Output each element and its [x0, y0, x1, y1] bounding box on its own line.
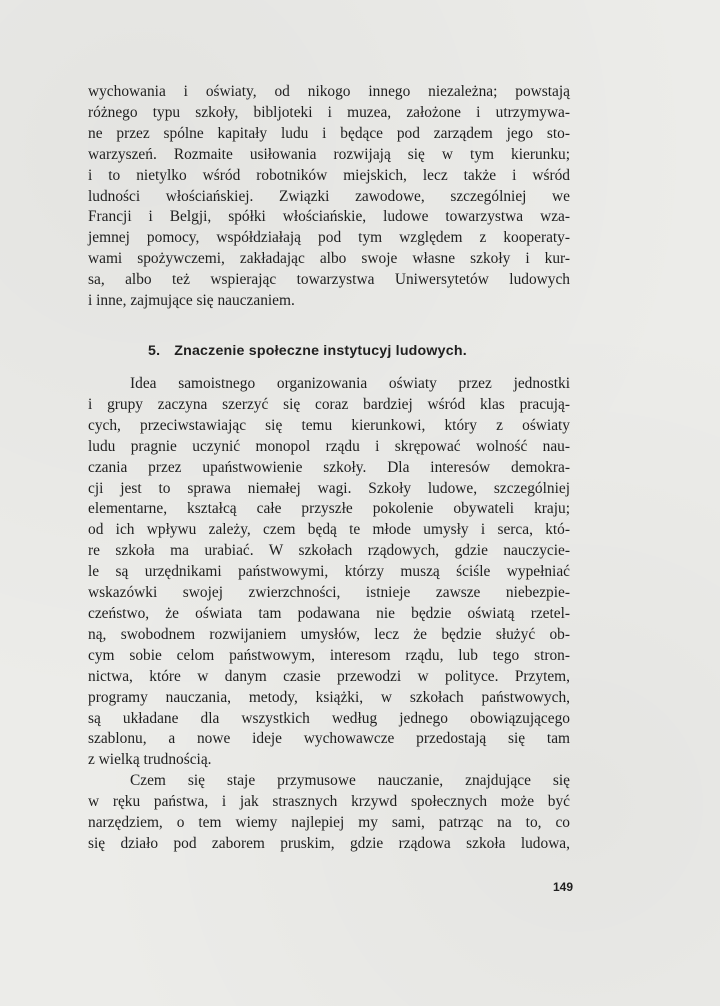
- text-line: szablonu, a nowe ideje wychowawcze przedostają się tam: [88, 730, 570, 748]
- text-line: i to nietylko wśród robotników miejskich, lecz także i wśród: [88, 166, 570, 184]
- section-body: [88, 374, 570, 855]
- text-line: le są urzędnikami państwowymi, którzy muszą ściśle wypełniać: [88, 563, 570, 581]
- text-line: są układane dla wszystkich według jednego obowiązującego: [88, 709, 570, 727]
- text-line: re szkoła ma urabiać. W szkołach rządowych, gdzie nauczycie-: [88, 542, 570, 560]
- text-line: Idea samoistnego organizowania oświaty przez jednostki: [130, 375, 570, 392]
- text-line: czeństwo, że oświata tam podawana nie będzie oświatą rzetel-: [88, 604, 570, 622]
- section-title: Znaczenie społeczne instytucyj ludowych.: [174, 343, 467, 359]
- text-line: narzędziem, o tem wiemy najlepiej my sami, patrząc na to, co: [88, 814, 570, 832]
- text-line: sa, albo też wspierając towarzystwa Uniwersytetów ludowych: [88, 271, 570, 289]
- text-line: programy nauczania, metody, książki, w szkołach państwowych,: [88, 688, 570, 706]
- text-line: ludności włościańskiej. Związki zawodowe, szczególniej we: [88, 187, 570, 205]
- page-number: 149: [553, 880, 574, 894]
- text-line: jemnej pomocy, współdziałają pod tym względem z kooperaty-: [88, 229, 570, 247]
- text-line: cych, przeciwstawiając się temu kierunkowi, który z oświaty: [88, 416, 570, 434]
- section-number: 5.: [148, 343, 161, 359]
- text-line: wskazówki swojej zwierzchności, istnieje zawsze niebezpie-: [88, 584, 570, 602]
- text-line: Francji i Belgji, spółki włościańskie, ludowe towarzystwa wza-: [88, 208, 570, 226]
- text-line: elementarne, kształcą całe przyszłe pokolenie obywateli kraju;: [88, 500, 570, 518]
- text-line: w ręku państwa, i jak strasznych krzywd społecznych może być: [88, 793, 570, 811]
- text-line: ne przez spólne kapitały ludu i będące pod zarządem jego sto-: [88, 124, 570, 142]
- text-line: cym sobie celom państwowym, interesom rządu, lub tego stron-: [88, 646, 570, 664]
- text-line: i grupy zaczyna szerzyć się coraz bardziej wśród klas pracują-: [88, 395, 570, 413]
- text-line: warzyszeń. Rozmaite usiłowania rozwijają się w tym kierunku;: [88, 145, 570, 163]
- text-line: ną, swobodnem rozwijaniem umysłów, lecz że będzie służyć ob-: [88, 625, 570, 643]
- text-line: od ich wpływu zależy, czem będą te młode umysły i serca, któ-: [88, 521, 570, 539]
- text-line: i inne, zajmujące się nauczaniem.: [88, 292, 295, 310]
- paragraph-continued: [88, 82, 570, 312]
- text-line: z wielką trudnością.: [88, 751, 212, 769]
- text-line: wami spożywczemi, zakładając albo swoje własne szkoły i kur-: [88, 250, 570, 268]
- text-line: różnego typu szkoły, bibljoteki i muzea, założone i utrzymywa-: [88, 103, 570, 121]
- text-line: się działo pod zaborem pruskim, gdzie rządowa szkoła ludowa,: [88, 834, 570, 852]
- text-line: cji jest to sprawa niemałej wagi. Szkoły ludowe, szczególniej: [88, 479, 570, 497]
- text-line: czania przez upaństwowienie szkoły. Dla interesów demokra-: [88, 458, 570, 476]
- section-heading: [148, 343, 467, 359]
- text-line: nictwa, które w danym czasie przewodzi w polityce. Przytem,: [88, 667, 570, 685]
- text-line: Czem się staje przymusowe nauczanie, znajdujące się: [130, 772, 570, 790]
- text-line: ludu pragnie uczynić monopol rządu i skrępować wolność nau-: [88, 437, 570, 455]
- text-line: wychowania i oświaty, od nikogo innego niezależna; powstają: [88, 83, 570, 100]
